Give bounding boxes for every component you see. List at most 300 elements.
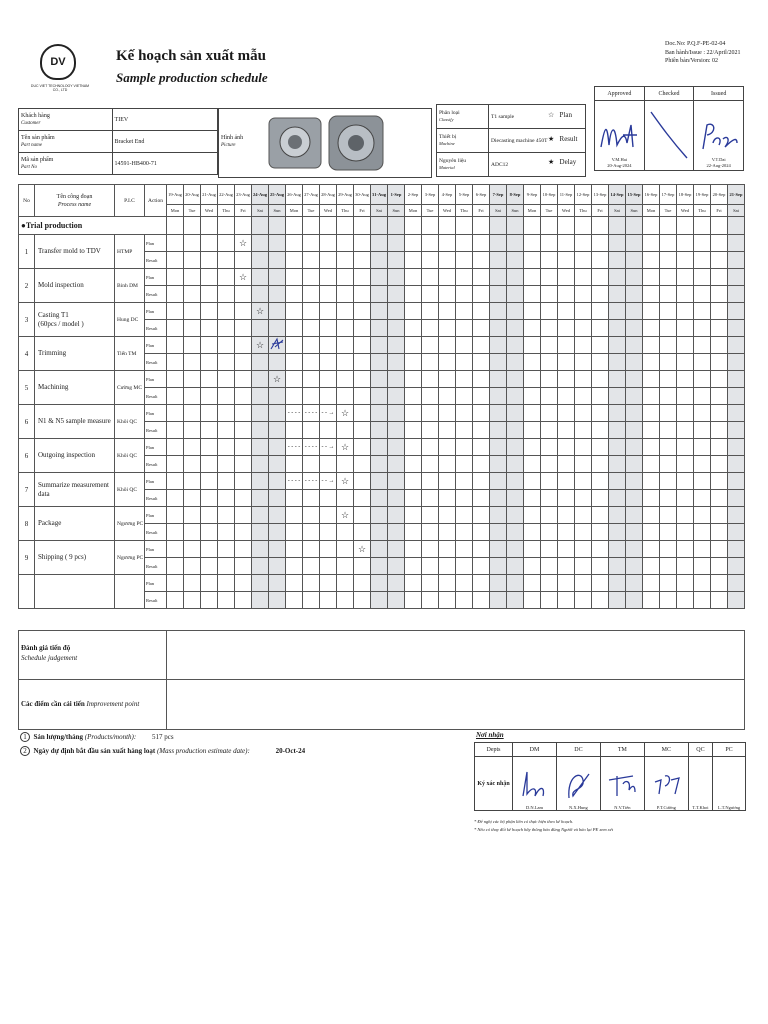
schedule-cell (643, 405, 660, 422)
schedule-cell (439, 371, 456, 388)
schedule-cell (320, 524, 337, 541)
schedule-cell (286, 303, 303, 320)
delay-arrow: - - → (321, 478, 335, 484)
schedule-cell (201, 235, 218, 252)
schedule-cell (235, 252, 252, 269)
schedule-cell (592, 490, 609, 507)
schedule-cell (320, 269, 337, 286)
schedule-cell (371, 371, 388, 388)
schedule-cell (609, 235, 626, 252)
schedule-cell (320, 354, 337, 371)
schedule-cell (524, 524, 541, 541)
schedule-cell (694, 439, 711, 456)
version: Phiên bản/Version: 02 (665, 58, 718, 64)
picture-label: Hình ảnh Picture (221, 135, 244, 148)
schedule-cell (167, 286, 184, 303)
schedule-cell (677, 439, 694, 456)
schedule-cell (303, 405, 320, 422)
schedule-cell (422, 575, 439, 592)
schedule-cell (184, 575, 201, 592)
schedule-cell (320, 388, 337, 405)
schedule-cell (337, 439, 354, 456)
date-cell: 30-Aug (354, 185, 371, 205)
schedule-cell (694, 541, 711, 558)
action-plan: Plan (145, 405, 167, 422)
schedule-cell (558, 592, 575, 609)
schedule-cell (575, 405, 592, 422)
schedule-cell (269, 252, 286, 269)
date-cell: 19-Aug (167, 185, 184, 205)
plan-star-icon: ☆ (340, 441, 350, 452)
dept-mc: MC (644, 743, 688, 757)
part-no-value: 14591-HB400-71 (112, 153, 217, 175)
schedule-cell (218, 235, 235, 252)
schedule-cell (507, 354, 524, 371)
schedule-cell (728, 541, 745, 558)
schedule-cell (456, 388, 473, 405)
schedule-cell (405, 269, 422, 286)
schedule-cell (371, 592, 388, 609)
schedule-cell (422, 269, 439, 286)
schedule-cell (184, 524, 201, 541)
action-result: Result (145, 286, 167, 303)
schedule-cell (167, 456, 184, 473)
legend-result: ★ Result (548, 135, 578, 143)
schedule-cell (303, 524, 320, 541)
section-cell (694, 217, 711, 235)
schedule-cell (439, 490, 456, 507)
schedule-cell (320, 252, 337, 269)
schedule-cell (184, 337, 201, 354)
action-header: Action (145, 185, 167, 217)
schedule-cell (592, 456, 609, 473)
schedule-cell (303, 388, 320, 405)
schedule-cell (541, 303, 558, 320)
schedule-cell (235, 303, 252, 320)
approver-name: V.M.Hai (611, 157, 628, 162)
day-cell: Thu (337, 205, 354, 217)
schedule-cell (184, 320, 201, 337)
schedule-cell (660, 286, 677, 303)
schedule-cell (524, 558, 541, 575)
schedule-cell (201, 541, 218, 558)
schedule-cell (269, 422, 286, 439)
schedule-cell (473, 303, 490, 320)
schedule-cell (575, 575, 592, 592)
schedule-cell (609, 371, 626, 388)
day-cell: Wed (439, 205, 456, 217)
schedule-cell (422, 235, 439, 252)
schedule-cell (218, 524, 235, 541)
schedule-cell (507, 252, 524, 269)
plan-star-icon: ☆ (255, 339, 265, 350)
schedule-cell (337, 456, 354, 473)
schedule-cell (592, 252, 609, 269)
section-cell (507, 217, 524, 235)
schedule-cell (524, 473, 541, 490)
schedule-cell (405, 235, 422, 252)
action-plan: Plan (145, 269, 167, 286)
schedule-cell (694, 269, 711, 286)
schedule-cell (439, 439, 456, 456)
schedule-cell (269, 337, 286, 354)
date-cell: 20-Sep (711, 185, 728, 205)
day-cell: Wed (320, 205, 337, 217)
schedule-cell (456, 473, 473, 490)
schedule-cell (201, 371, 218, 388)
signature-tm (607, 766, 637, 804)
schedule-cell (456, 269, 473, 286)
schedule-cell (711, 303, 728, 320)
schedule-cell (371, 405, 388, 422)
schedule-cell (422, 439, 439, 456)
schedule-cell (337, 320, 354, 337)
schedule-cell (660, 541, 677, 558)
schedule-cell (507, 371, 524, 388)
process-plan-row (19, 575, 745, 592)
approval-table (594, 86, 744, 171)
schedule-cell (507, 422, 524, 439)
date-cell: 16-Sep (643, 185, 660, 205)
legend-plan: ☆ Plan (548, 111, 572, 119)
schedule-cell (507, 388, 524, 405)
schedule-cell (303, 371, 320, 388)
section-cell (439, 217, 456, 235)
schedule-cell (439, 235, 456, 252)
schedule-cell (728, 235, 745, 252)
schedule-cell (728, 524, 745, 541)
delay-arrow: - - - - (287, 444, 301, 450)
schedule-cell (303, 303, 320, 320)
action-result: Result (145, 422, 167, 439)
section-cell (575, 217, 592, 235)
schedule-cell (711, 252, 728, 269)
schedule-cell (541, 286, 558, 303)
schedule-cell (269, 354, 286, 371)
schedule-cell (524, 439, 541, 456)
section-cell (711, 217, 728, 235)
schedule-cell (694, 422, 711, 439)
schedule-cell (609, 303, 626, 320)
schedule-cell (235, 320, 252, 337)
schedule-cell (218, 388, 235, 405)
schedule-cell (235, 575, 252, 592)
schedule-cell (184, 558, 201, 575)
schedule-cell (201, 320, 218, 337)
schedule-cell (592, 405, 609, 422)
process-name: N1 & N5 sample measure (35, 405, 115, 439)
schedule-cell (252, 558, 269, 575)
sign-label: Ký xác nhận (475, 757, 513, 811)
schedule-cell (456, 558, 473, 575)
action-plan: Plan (145, 439, 167, 456)
schedule-cell (592, 320, 609, 337)
schedule-cell (337, 405, 354, 422)
schedule-cell (388, 354, 405, 371)
schedule-cell (303, 592, 320, 609)
material-value: ADC12 (489, 153, 586, 177)
schedule-cell (320, 235, 337, 252)
schedule-cell (286, 524, 303, 541)
schedule-cell (609, 473, 626, 490)
schedule-cell (439, 524, 456, 541)
schedule-cell (728, 320, 745, 337)
schedule-cell (354, 320, 371, 337)
schedule-cell (575, 337, 592, 354)
schedule-cell (541, 269, 558, 286)
schedule-cell (592, 439, 609, 456)
schedule-cell (575, 541, 592, 558)
schedule-cell (337, 541, 354, 558)
footer-number-1: 1 (20, 732, 30, 742)
section-row (19, 217, 745, 235)
schedule-cell (269, 558, 286, 575)
schedule-cell (592, 541, 609, 558)
schedule-cell (677, 303, 694, 320)
schedule-cell (626, 252, 643, 269)
schedule-cell (354, 422, 371, 439)
date-cell: 31-Aug (371, 185, 388, 205)
date-cell: 25-Aug (269, 185, 286, 205)
schedule-cell (201, 405, 218, 422)
schedule-cell (337, 235, 354, 252)
process-no: 6 (19, 405, 35, 439)
schedule-cell (201, 575, 218, 592)
schedule-cell (609, 575, 626, 592)
schedule-cell (167, 507, 184, 524)
schedule-cell (541, 558, 558, 575)
process-name: Mold inspection (35, 269, 115, 303)
schedule-cell (473, 456, 490, 473)
schedule-cell (422, 388, 439, 405)
pic-header: P.I.C (115, 185, 145, 217)
schedule-cell (456, 354, 473, 371)
schedule-cell (354, 439, 371, 456)
schedule-cell (286, 388, 303, 405)
schedule-cell (337, 490, 354, 507)
process-plan-row (19, 235, 745, 252)
schedule-cell (558, 371, 575, 388)
section-cell (269, 217, 286, 235)
schedule-cell (167, 337, 184, 354)
schedule-cell (388, 252, 405, 269)
result-mark-icon (269, 337, 285, 351)
schedule-cell (269, 286, 286, 303)
schedule-cell (575, 456, 592, 473)
schedule-cell (167, 473, 184, 490)
action-plan: Plan (145, 575, 167, 592)
schedule-cell (388, 541, 405, 558)
schedule-cell (643, 286, 660, 303)
schedule-cell (337, 422, 354, 439)
schedule-cell (354, 541, 371, 558)
schedule-cell (575, 235, 592, 252)
dept-pc: PC (713, 743, 746, 757)
schedule-cell (354, 371, 371, 388)
schedule-cell (694, 473, 711, 490)
schedule-cell (303, 252, 320, 269)
schedule-cell (626, 388, 643, 405)
schedule-cell (711, 320, 728, 337)
schedule-cell (609, 252, 626, 269)
schedule-cell (320, 422, 337, 439)
schedule-cell (405, 575, 422, 592)
day-cell: Sat (252, 205, 269, 217)
schedule-cell (337, 337, 354, 354)
schedule-cell (456, 320, 473, 337)
schedule-cell (388, 558, 405, 575)
schedule-cell (609, 524, 626, 541)
schedule-cell (592, 592, 609, 609)
schedule-cell (660, 235, 677, 252)
schedule-cell (167, 524, 184, 541)
note-2: * Nếu có thay đổi kế hoạch hãy thông báo đúng Người và báo lại PE xem xét (474, 827, 613, 832)
schedule-cell (337, 388, 354, 405)
schedule-cell (252, 303, 269, 320)
schedule-cell (541, 371, 558, 388)
section-cell (405, 217, 422, 235)
schedule-cell (592, 575, 609, 592)
schedule-cell (439, 354, 456, 371)
schedule-cell (303, 354, 320, 371)
date-cell: 24-Aug (252, 185, 269, 205)
schedule-cell (711, 558, 728, 575)
schedule-cell (337, 558, 354, 575)
schedule-cell (473, 354, 490, 371)
schedule-cell (575, 252, 592, 269)
schedule-cell (184, 286, 201, 303)
section-cell (728, 217, 745, 235)
schedule-cell (694, 405, 711, 422)
schedule-cell (354, 337, 371, 354)
schedule-cell (354, 524, 371, 541)
section-cell (252, 217, 269, 235)
schedule-cell (286, 405, 303, 422)
schedule-cell (490, 303, 507, 320)
note-1: * Để nghị các bộ phận liên có thực hiện theo kế hoạch. (474, 819, 574, 824)
schedule-cell (490, 456, 507, 473)
process-pic: Ngương PC (115, 507, 145, 541)
schedule-cell (218, 592, 235, 609)
schedule-cell (388, 235, 405, 252)
schedule-cell (660, 575, 677, 592)
day-cell: Wed (201, 205, 218, 217)
part-name-label: Tên sản phẩm Part name (19, 131, 113, 153)
schedule-cell (592, 337, 609, 354)
section-cell (286, 217, 303, 235)
schedule-cell (592, 524, 609, 541)
schedule-cell (711, 354, 728, 371)
schedule-cell (592, 303, 609, 320)
action-result: Result (145, 252, 167, 269)
schedule-cell (303, 507, 320, 524)
schedule-cell (575, 473, 592, 490)
schedule-cell (269, 507, 286, 524)
schedule-cell (184, 490, 201, 507)
day-cell: Sat (609, 205, 626, 217)
schedule-cell (694, 524, 711, 541)
schedule-cell (609, 337, 626, 354)
date-cell: 6-Sep (473, 185, 490, 205)
schedule-cell (218, 558, 235, 575)
schedule-cell (592, 354, 609, 371)
schedule-cell (541, 541, 558, 558)
logo-caption: DUC VIET TECHNOLOGY VIETNAM CO., LTD (30, 84, 90, 92)
schedule-cell (439, 303, 456, 320)
schedule-cell (422, 405, 439, 422)
schedule-cell (609, 354, 626, 371)
schedule-cell (541, 422, 558, 439)
schedule-cell (269, 541, 286, 558)
schedule-cell (286, 252, 303, 269)
schedule-cell (235, 388, 252, 405)
schedule-cell (626, 422, 643, 439)
checked-signature-mark (647, 108, 691, 168)
schedule-cell (626, 337, 643, 354)
schedule-cell (694, 371, 711, 388)
schedule-cell (575, 371, 592, 388)
schedule-cell (303, 337, 320, 354)
title-english: Sample production schedule (116, 70, 268, 85)
schedule-cell (575, 490, 592, 507)
schedule-cell (184, 354, 201, 371)
schedule-cell (711, 507, 728, 524)
day-cell: Thu (218, 205, 235, 217)
judgement-label: Đánh giá tiến độ (21, 644, 71, 652)
schedule-cell (184, 235, 201, 252)
schedule-cell (660, 405, 677, 422)
day-cell: Fri (473, 205, 490, 217)
schedule-cell (371, 524, 388, 541)
process-no: 5 (19, 371, 35, 405)
schedule-cell (337, 269, 354, 286)
schedule-cell (354, 507, 371, 524)
process-pic: HTMP (115, 235, 145, 269)
judgement-label-en: Schedule judgement (21, 654, 78, 662)
schedule-cell (711, 405, 728, 422)
section-cell (371, 217, 388, 235)
schedule-cell (184, 371, 201, 388)
schedule-cell (218, 320, 235, 337)
schedule-cell (201, 269, 218, 286)
day-cell: Wed (558, 205, 575, 217)
schedule-cell (354, 269, 371, 286)
schedule-cell (371, 303, 388, 320)
issued-header: Issued (694, 87, 744, 101)
schedule-cell (303, 269, 320, 286)
schedule-cell (269, 303, 286, 320)
schedule-cell (167, 592, 184, 609)
schedule-cell (354, 575, 371, 592)
schedule-cell (269, 405, 286, 422)
schedule-cell (252, 592, 269, 609)
schedule-cell (201, 524, 218, 541)
schedule-cell (167, 558, 184, 575)
schedule-cell (337, 252, 354, 269)
schedule-cell (252, 337, 269, 354)
schedule-cell (388, 507, 405, 524)
day-cell: Fri (235, 205, 252, 217)
schedule-cell (677, 354, 694, 371)
schedule-cell (405, 286, 422, 303)
schedule-cell (711, 575, 728, 592)
schedule-cell (439, 422, 456, 439)
schedule-cell (524, 320, 541, 337)
part-no-label: Mã sản phẩm Part No (19, 153, 113, 175)
schedule-cell (422, 507, 439, 524)
date-cell: 29-Aug (337, 185, 354, 205)
schedule-cell (167, 354, 184, 371)
